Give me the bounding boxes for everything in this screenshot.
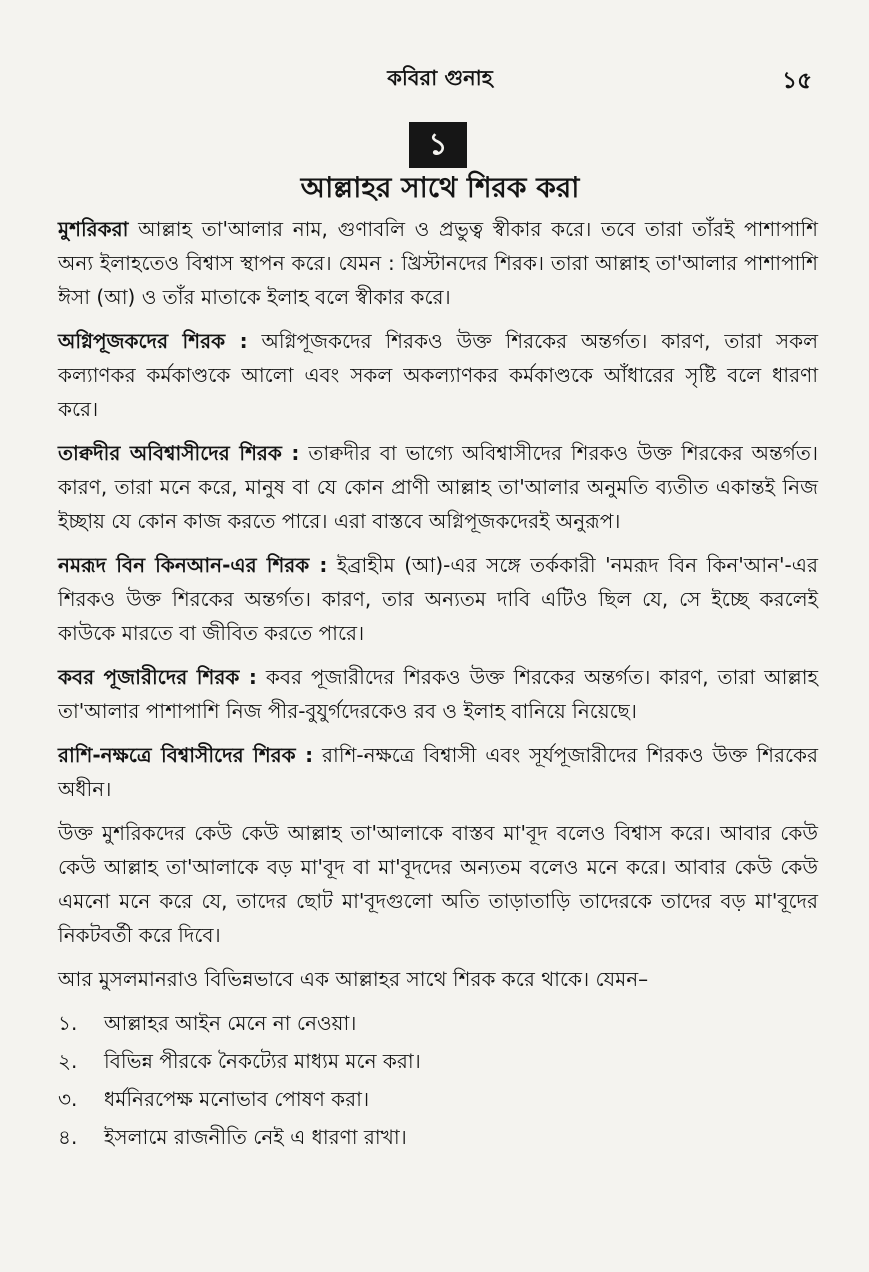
- list-item: [58, 1082, 818, 1116]
- paragraph-text: রাশি-নক্ষত্রে বিশ্বাসী এবং সূর্যপূজারীদের শিরকও উক্ত শিরকের অধীন।: [58, 743, 819, 801]
- paragraph-lead: মুশরিকরা: [58, 217, 129, 241]
- list-item-text: আল্লাহর আইন মেনে না নেওয়া।: [104, 1011, 357, 1035]
- body-text: [58, 212, 818, 1158]
- paragraph-text: আল্লাহ তা'আলার নাম, গুণাবলি ও প্রভুত্ব স্বীকার করে। তবে তারা তাঁরই পাশাপাশি অন্য ইলাহতেও বিশ্বাস স্থাপন করে। যেমন : খ্রিস্টানদের শিরক। তারা আল্লাহ তা'আলার পাশাপাশি ঈসা (আ) ও তাঁর মাতাকে ইলাহ বলে স্বীকার করে।: [58, 217, 818, 309]
- paragraph-lead: নমরূদ বিন কিনআন-এর শিরক :: [58, 553, 328, 577]
- paragraph: [58, 212, 818, 314]
- list-item-text: ইসলামে রাজনীতি নেই এ ধারণা রাখা।: [104, 1125, 407, 1149]
- list-item-number: ৩.: [58, 1087, 78, 1111]
- chapter-title: আল্লাহর সাথে শিরক করা: [300, 171, 580, 204]
- paragraph: [58, 436, 818, 538]
- list-item-text: ধর্মনিরপেক্ষ মনোভাব পোষণ করা।: [104, 1087, 370, 1111]
- list-item: [58, 1120, 818, 1154]
- list-item-number: ১.: [58, 1011, 78, 1035]
- paragraph-lead: কবর পূজারীদের শিরক :: [58, 665, 257, 689]
- paragraph: [58, 324, 818, 426]
- page-number: ১৫: [782, 68, 812, 94]
- list-item: [58, 1006, 818, 1040]
- list-item-number: ২.: [58, 1049, 78, 1073]
- running-header: [60, 62, 820, 96]
- chapter-number-badge: ১: [409, 122, 467, 168]
- paragraph-text: অগ্নিপূজকদের শিরকও উক্ত শিরকের অন্তর্গত। কারণ, তারা সকল কল্যাণকর কর্মকাণ্ডকে আলো এবং সকল অকল্যাণকর কর্মকাণ্ডকে আঁধারের সৃষ্টি বলে ধারণা করে।: [58, 329, 818, 421]
- paragraph: [58, 738, 818, 806]
- paragraph-lead: তাক্বদীর অবিশ্বাসীদের শিরক :: [58, 441, 300, 465]
- list-item-text: বিভিন্ন পীরকে নৈকট্যের মাধ্যম মনে করা।: [104, 1049, 421, 1073]
- paragraph-lead: অগ্নিপূজকদের শিরক :: [58, 329, 248, 353]
- paragraph-text: তাক্বদীর বা ভাগ্যে অবিশ্বাসীদের শিরকও উক্ত শিরকের অন্তর্গত। কারণ, তারা মনে করে, মানুষ বা যে কোন প্রাণী আল্লাহ তা'আলার অনুমতি ব্যতীত একান্তই নিজ ইচ্ছায় যে কোন কাজ করতে পারে। এরা বাস্তবে অগ্নিপূজকদেরই অনুরূপ।: [58, 441, 818, 533]
- paragraph-lead: রাশি-নক্ষত্রে বিশ্বাসীদের শিরক :: [58, 743, 314, 767]
- numbered-list: [58, 1006, 818, 1154]
- list-item: [58, 1044, 818, 1078]
- paragraph-text: ইব্রাহীম (আ)-এর সঙ্গে তর্ককারী 'নমরূদ বিন কিন'আন'-এর শিরকও উক্ত শিরকের অন্তর্গত। কারণ, তার অন্যতম দাবি এটিও ছিল যে, সে ইচ্ছে করলেই কাউকে মারতে বা জীবিত করতে পারে।: [58, 553, 818, 645]
- paragraph-text: কবর পূজারীদের শিরকও উক্ত শিরকের অন্তর্গত। কারণ, তারা আল্লাহ তা'আলার পাশাপাশি নিজ পীর-বুযুর্গদেরকেও রব ও ইলাহ বানিয়ে নিয়েছে।: [58, 665, 819, 723]
- paragraph-text: উক্ত মুশরিকদের কেউ কেউ আল্লাহ তা'আলাকে বাস্তব মা'বূদ বলেও বিশ্বাস করে। আবার কেউ কেউ আল্লাহ তা'আলাকে বড় মা'বূদ বা মা'বূদদের অন্যতম বলেও মনে করে। আবার কেউ কেউ এমনো মনে করে যে, তাদের ছোট মা'বূদগুলো অতি তাড়াতাড়ি তাদেরকে তাদের বড় মা'বূদের নিকটবর্তী করে দিবে।: [58, 821, 818, 947]
- paragraph-text: আর মুসলমানরাও বিভিন্নভাবে এক আল্লাহর সাথে শিরক করে থাকে। যেমন–: [58, 967, 649, 991]
- paragraph: [58, 660, 818, 728]
- list-item-number: ৪.: [58, 1125, 78, 1149]
- paragraph: [58, 962, 818, 996]
- paragraph: [58, 816, 818, 952]
- book-title: কবিরা গুনাহ: [387, 66, 493, 90]
- paragraph: [58, 548, 818, 650]
